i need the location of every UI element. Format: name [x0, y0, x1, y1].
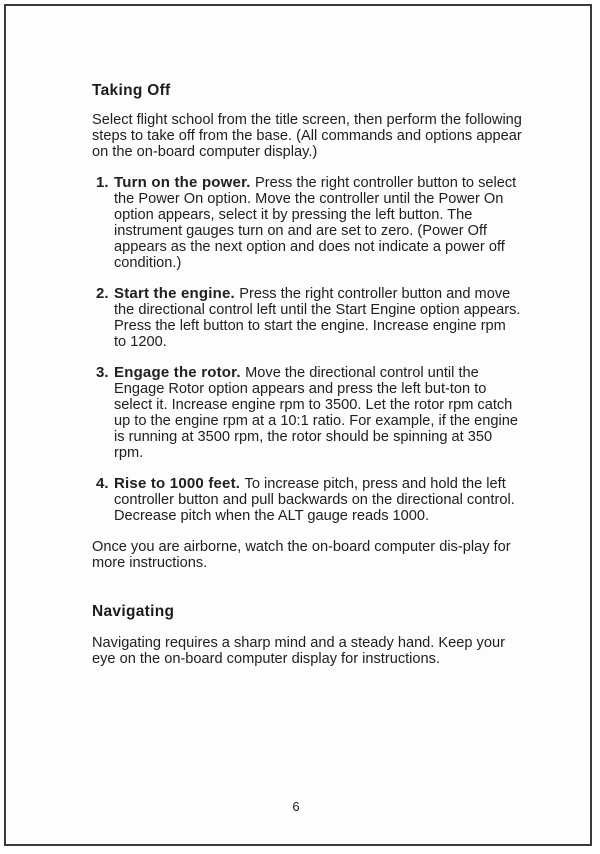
step-number: 1.	[96, 174, 109, 191]
takeoff-steps-list	[92, 175, 522, 524]
navigating-body: Navigating requires a sharp mind and a steady hand. Keep your eye on the on-board computer display for instructions.	[92, 635, 505, 667]
step-title: Start the engine.	[114, 285, 240, 302]
step-item	[92, 286, 522, 350]
step-body: To increase pitch, press and hold the left controller button and pull backwards on the directional control. Decrease pitch when the ALT gauge reads 1000.	[114, 476, 515, 524]
step-item	[92, 175, 522, 271]
step-title: Turn on the power.	[114, 174, 256, 191]
taking-off-intro: Select flight school from the title screen, then perform the following steps to take off from the base. (All commands and options appear on the on-board computer display.)	[92, 112, 522, 160]
step-item	[92, 365, 522, 461]
taking-off-heading: Taking Off	[92, 82, 171, 99]
page-number: 6	[292, 799, 300, 814]
step-item	[92, 476, 522, 524]
step-number: 3.	[96, 364, 109, 381]
page-content	[92, 82, 522, 667]
step-body: Press the right controller button to select the Power On option. Move the controller until the Power On option appears, select it by pressing the left button. The instrument gauges turn on and are set to zero. (Power Off appears as the next option and does not indicate a power off condition.)	[114, 175, 517, 271]
step-title: Engage the rotor.	[114, 364, 246, 381]
step-number: 4.	[96, 475, 109, 492]
step-body: Press the right controller button and move the directional control left until the Start Engine option appears. Press the left button to start the engine. Increase engine rpm to 1200.	[114, 286, 521, 350]
step-number: 2.	[96, 285, 109, 302]
step-body: Move the directional control until the Engage Rotor option appears and press the left but-ton to select it. Increase engine rpm to 3500. Let the rotor rpm catch up to the engine rpm at a 10:1 ratio. For example, if the engine is running at 3500 rpm, the rotor should be spinning at 350 rpm.	[114, 365, 519, 461]
step-title: Rise to 1000 feet.	[114, 475, 245, 492]
taking-off-closing: Once you are airborne, watch the on-board computer dis-play for more instructions.	[92, 539, 511, 571]
navigating-heading: Navigating	[92, 603, 175, 620]
section-navigating	[92, 603, 522, 667]
section-taking-off	[92, 82, 522, 571]
manual-page	[4, 4, 592, 846]
